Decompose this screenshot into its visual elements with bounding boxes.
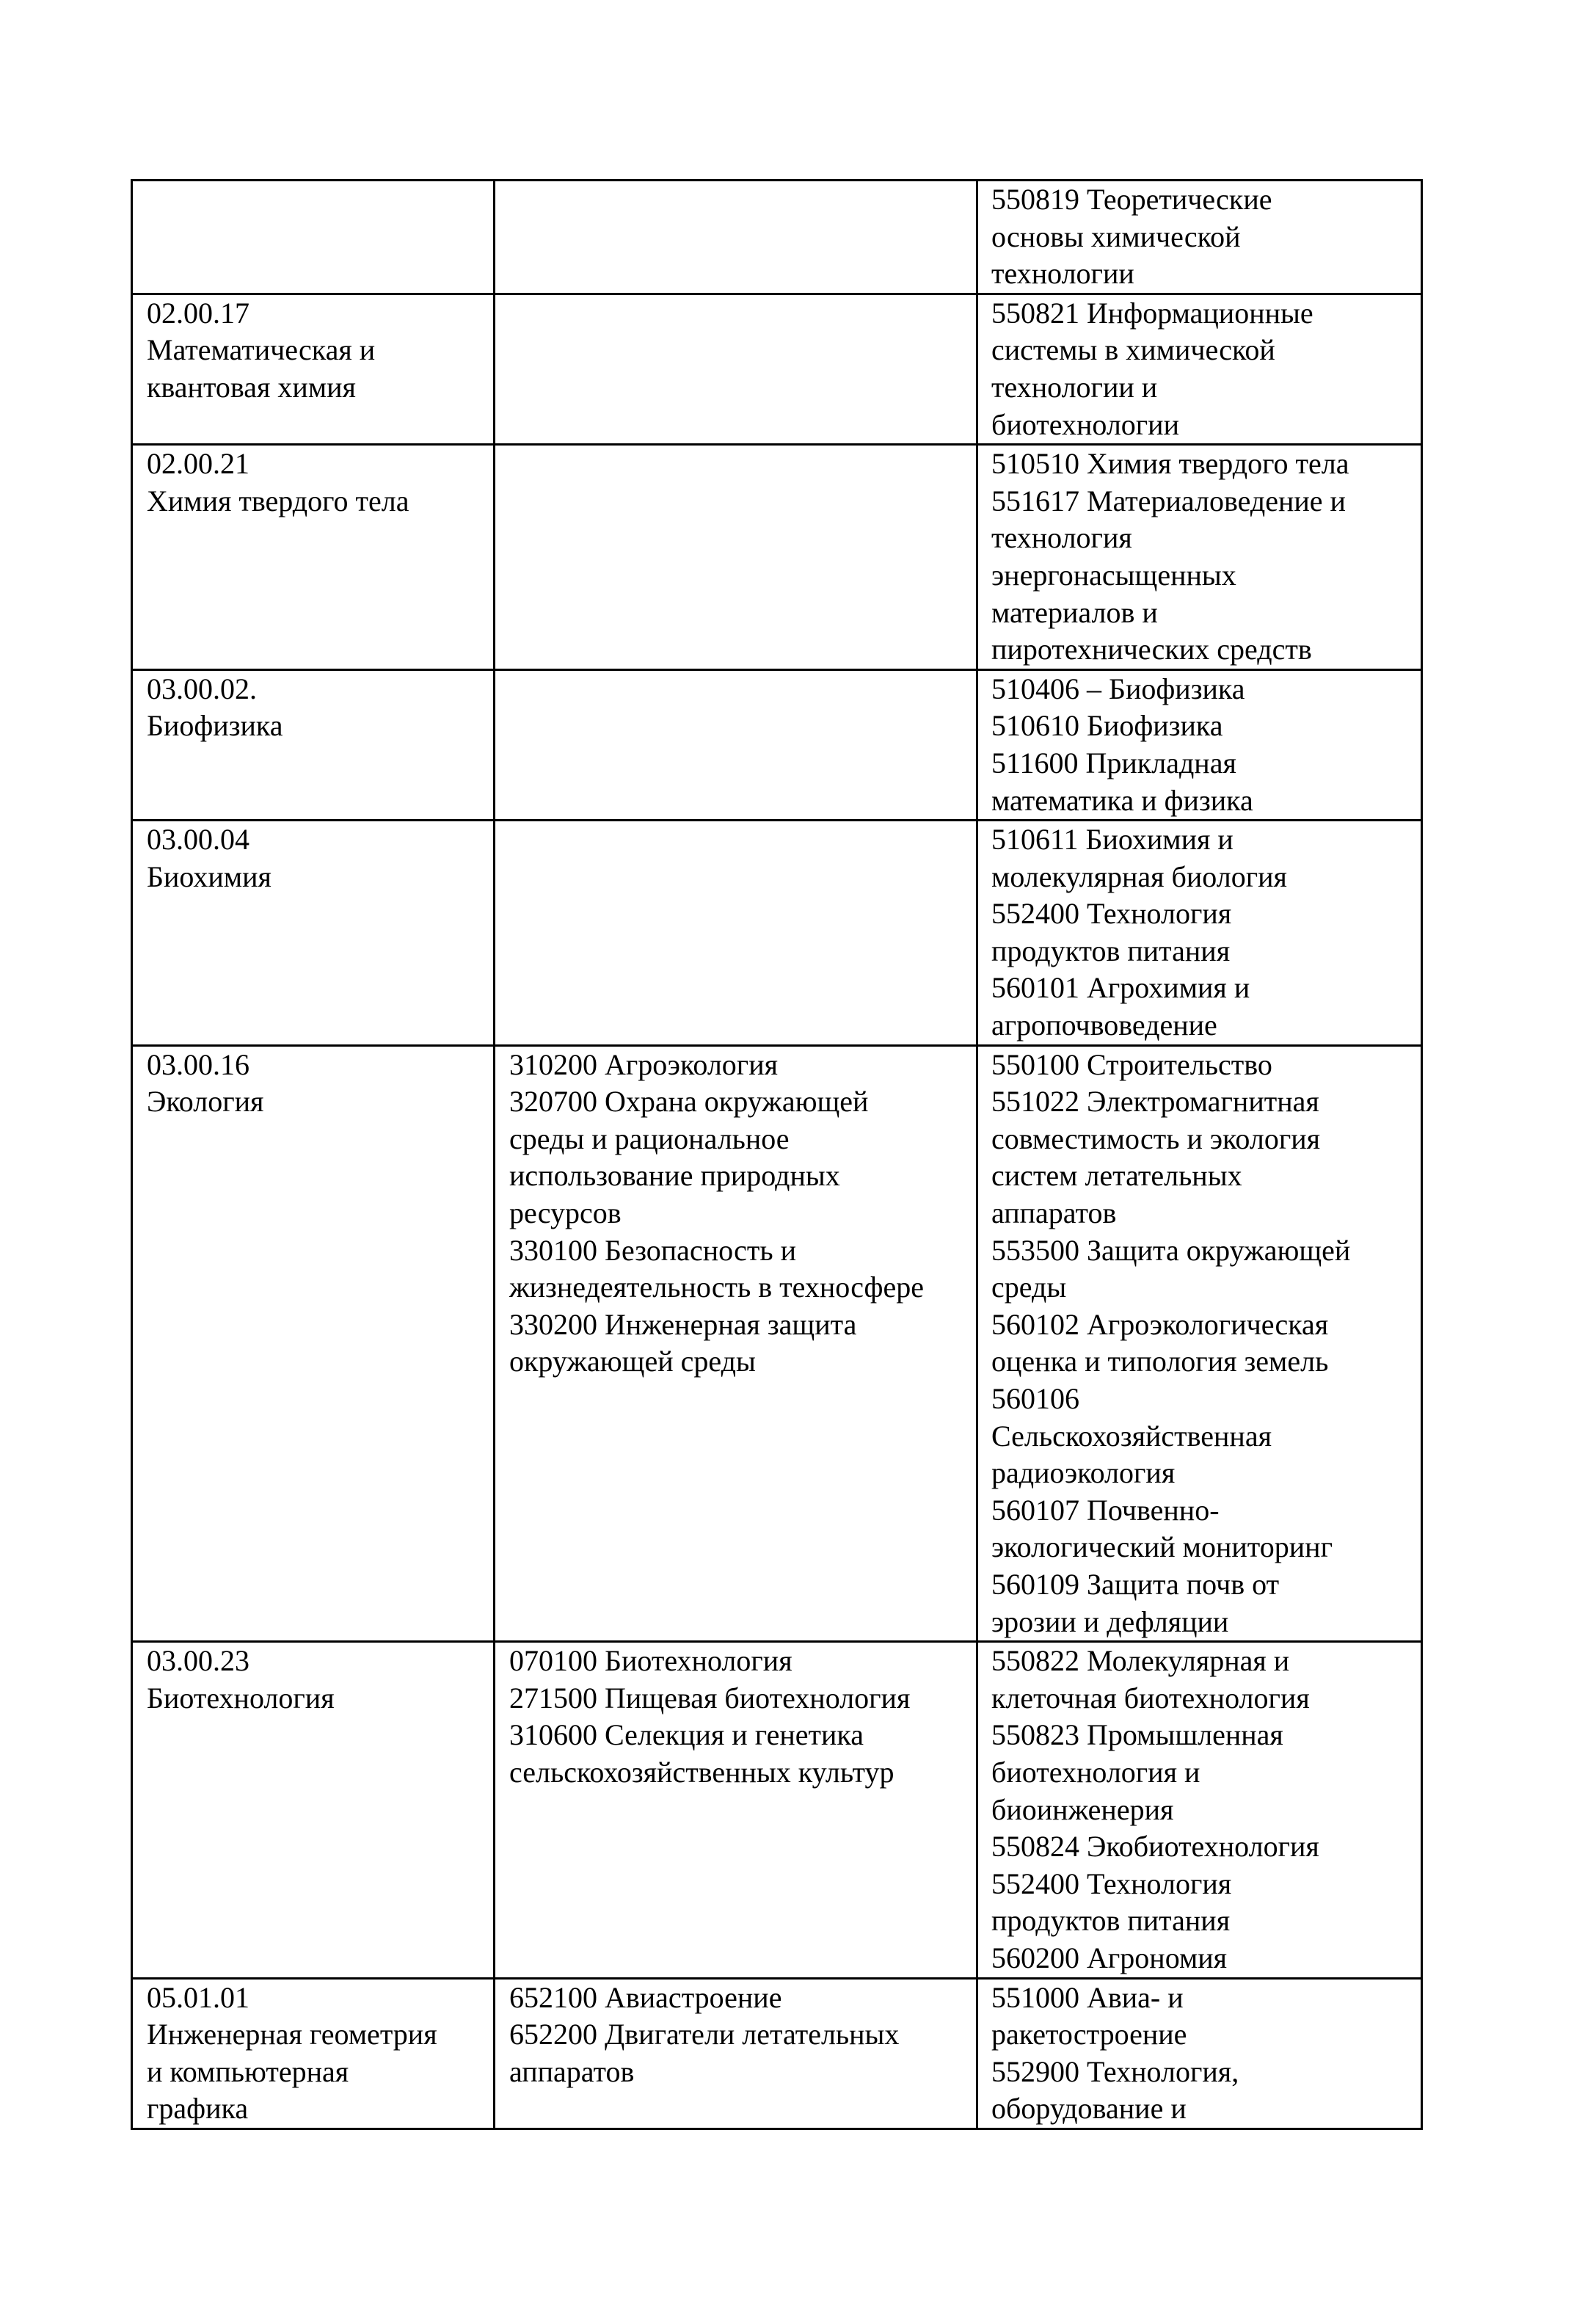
- cell-text-line: окружающей среды: [509, 1345, 756, 1378]
- cell-text-line: 550822 Молекулярная и: [991, 1644, 1290, 1678]
- table-body: [132, 181, 1422, 2129]
- specialty-table: [131, 179, 1423, 2130]
- cell-text-line: 551000 Авиа- и: [991, 1980, 1184, 2014]
- cell-text-line: 652200 Двигатели летательных: [509, 2018, 900, 2051]
- table-row: [132, 1642, 1422, 1978]
- related-specialty-cell: [977, 669, 1422, 820]
- cell-text-line: 03.00.16: [147, 1047, 249, 1081]
- cell-text-line: Химия твердого тела: [147, 484, 409, 517]
- cell-text-line: 510510 Химия твердого тела: [991, 447, 1349, 481]
- cell-text-line: оценка и типология земель: [991, 1345, 1329, 1378]
- cell-text-line: Математическая и: [147, 333, 376, 367]
- cell-text-line: 560109 Защита почв от: [991, 1567, 1280, 1601]
- cell-text-line: оборудование и: [991, 2092, 1187, 2126]
- cell-text-line: 560200 Агрономия: [991, 1941, 1228, 1974]
- related-specialty-cell: [977, 294, 1422, 444]
- cell-text-line: 03.00.04: [147, 823, 249, 857]
- cell-text-line: 552400 Технология: [991, 897, 1232, 931]
- cell-text-line: эрозии и дефляции: [991, 1604, 1229, 1638]
- code-name-cell: [132, 669, 495, 820]
- cell-text-line: 02.00.17: [147, 296, 249, 330]
- cell-text-line: 550823 Промышленная: [991, 1718, 1283, 1752]
- cell-text-line: технология: [991, 521, 1132, 555]
- cell-text-line: аппаратов: [509, 2054, 635, 2088]
- cell-text-line: 510610 Биофизика: [991, 709, 1223, 743]
- cell-text-line: системы в химической: [991, 333, 1275, 367]
- cell-text-line: ракетостроение: [991, 2018, 1187, 2051]
- cell-text-line: 070100 Биотехнология: [509, 1644, 792, 1678]
- code-name-cell: [132, 1978, 495, 2129]
- cell-text-line: 550100 Строительство: [991, 1047, 1272, 1081]
- cell-text-line: 330200 Инженерная защита: [509, 1307, 857, 1341]
- specialty-cell: [495, 669, 977, 820]
- cell-text-line: математика и физика: [991, 783, 1253, 817]
- cell-text-line: экологический мониторинг: [991, 1530, 1333, 1564]
- cell-text-line: 320700 Охрана окружающей: [509, 1085, 869, 1119]
- related-specialty-cell: [977, 1045, 1422, 1642]
- code-name-cell: [132, 821, 495, 1046]
- cell-text-line: радиоэкология: [991, 1456, 1176, 1490]
- cell-text-line: и компьютерная: [147, 2054, 349, 2088]
- specialty-cell: [495, 1045, 977, 1642]
- cell-text-line: среды и рациональное: [509, 1122, 790, 1155]
- code-name-cell: [132, 181, 495, 294]
- cell-text-line: графика: [147, 2092, 249, 2126]
- cell-text-line: 330100 Безопасность и: [509, 1233, 796, 1267]
- cell-text-line: 510406 – Биофизика: [991, 672, 1245, 705]
- cell-text-line: 511600 Прикладная: [991, 746, 1236, 779]
- cell-text-line: биотехнология и: [991, 1755, 1200, 1789]
- cell-text-line: биотехнологии: [991, 407, 1179, 441]
- cell-text-line: энергонасыщенных: [991, 558, 1236, 592]
- cell-text-line: основы химической: [991, 219, 1241, 253]
- cell-text-line: 310200 Агроэкология: [509, 1047, 778, 1081]
- cell-text-line: 03.00.02.: [147, 672, 257, 705]
- code-name-cell: [132, 1642, 495, 1978]
- cell-text-line: ресурсов: [509, 1196, 622, 1230]
- cell-text-line: клеточная биотехнология: [991, 1681, 1310, 1715]
- cell-text-line: 652100 Авиастроение: [509, 1980, 782, 2014]
- table-row: [132, 669, 1422, 820]
- related-specialty-cell: [977, 181, 1422, 294]
- cell-text-line: пиротехнических средств: [991, 633, 1312, 666]
- specialty-cell: [495, 821, 977, 1046]
- related-specialty-cell: [977, 445, 1422, 670]
- cell-text-line: 310600 Селекция и генетика: [509, 1718, 864, 1752]
- cell-text-line: молекулярная биология: [991, 859, 1287, 893]
- cell-text-line: продуктов питания: [991, 1904, 1231, 1938]
- table-row: [132, 1978, 1422, 2129]
- cell-text-line: 551617 Материаловедение и: [991, 484, 1346, 517]
- cell-text-line: Биохимия: [147, 859, 272, 893]
- code-name-cell: [132, 294, 495, 444]
- cell-text-line: 560101 Агрохимия и: [991, 971, 1250, 1005]
- cell-text-line: 271500 Пищевая биотехнология: [509, 1681, 911, 1715]
- related-specialty-cell: [977, 1978, 1422, 2129]
- cell-text-line: материалов и: [991, 595, 1158, 629]
- cell-text-line: технологии и: [991, 370, 1158, 404]
- code-name-cell: [132, 1045, 495, 1642]
- cell-text-line: квантовая химия: [147, 370, 356, 404]
- cell-text-line: аппаратов: [991, 1196, 1117, 1230]
- specialty-cell: [495, 1978, 977, 2129]
- cell-text-line: среды: [991, 1270, 1067, 1304]
- cell-text-line: 550821 Информационные: [991, 296, 1313, 330]
- cell-text-line: 551022 Электромагнитная: [991, 1085, 1319, 1119]
- cell-text-line: 553500 Защита окружающей: [991, 1233, 1351, 1267]
- cell-text-line: систем летательных: [991, 1159, 1242, 1193]
- cell-text-line: сельскохозяйственных культур: [509, 1755, 894, 1789]
- cell-text-line: 552900 Технология,: [991, 2054, 1239, 2088]
- cell-text-line: технологии: [991, 257, 1134, 291]
- cell-text-line: 550819 Теоретические: [991, 183, 1272, 216]
- cell-text-line: Экология: [147, 1085, 264, 1119]
- table-row: [132, 821, 1422, 1046]
- cell-text-line: 560102 Агроэкологическая: [991, 1307, 1329, 1341]
- cell-text-line: 02.00.21: [147, 447, 249, 481]
- specialty-cell: [495, 181, 977, 294]
- specialty-cell: [495, 445, 977, 670]
- cell-text-line: 560106: [991, 1382, 1079, 1415]
- cell-text-line: агропочвоведение: [991, 1008, 1217, 1042]
- cell-text-line: совместимость и экология: [991, 1122, 1321, 1155]
- cell-text-line: Биотехнология: [147, 1681, 335, 1715]
- cell-text-line: 510611 Биохимия и: [991, 823, 1234, 857]
- table-row: [132, 181, 1422, 294]
- cell-text-line: жизнедеятельность в техносфере: [509, 1270, 924, 1304]
- cell-text-line: Инженерная геометрия: [147, 2018, 437, 2051]
- specialty-cell: [495, 294, 977, 444]
- cell-text-line: биоинженерия: [991, 1792, 1174, 1826]
- cell-text-line: 560107 Почвенно-: [991, 1493, 1220, 1527]
- code-name-cell: [132, 445, 495, 670]
- cell-text-line: продуктов питания: [991, 934, 1231, 967]
- cell-text-line: Биофизика: [147, 709, 283, 743]
- cell-text-line: 552400 Технология: [991, 1866, 1232, 1900]
- cell-text-line: 550824 Экобиотехнология: [991, 1830, 1319, 1864]
- cell-text-line: 05.01.01: [147, 1980, 249, 2014]
- cell-text-line: Сельскохозяйственная: [991, 1419, 1272, 1453]
- related-specialty-cell: [977, 821, 1422, 1046]
- related-specialty-cell: [977, 1642, 1422, 1978]
- cell-text-line: использование природных: [509, 1159, 840, 1193]
- table-row: [132, 1045, 1422, 1642]
- cell-text-line: 03.00.23: [147, 1644, 249, 1678]
- table-row: [132, 445, 1422, 670]
- specialty-cell: [495, 1642, 977, 1978]
- table-row: [132, 294, 1422, 444]
